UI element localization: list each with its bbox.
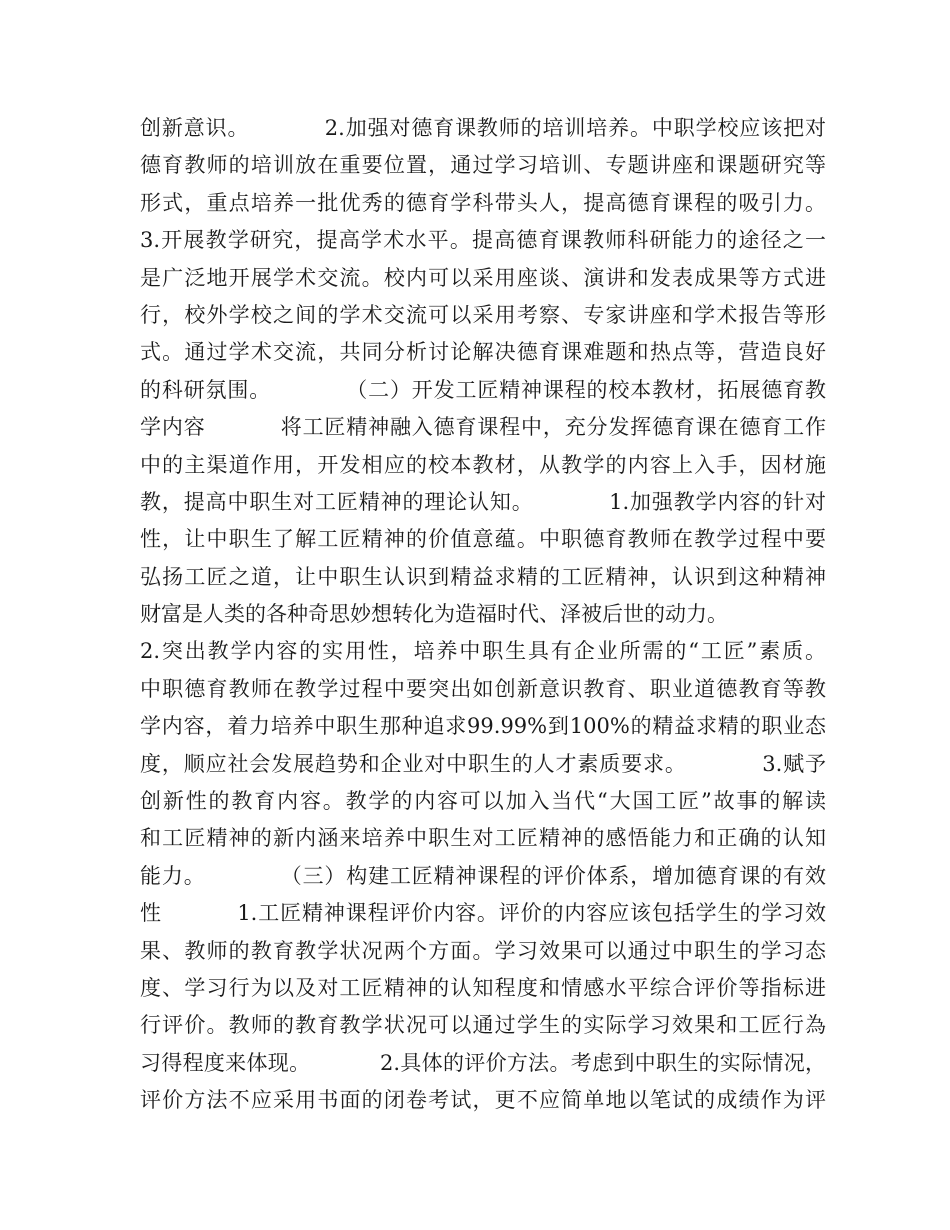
text-line: 的科研氛围。 （二）开发工匠精神课程的校本教材，拓展德育教 xyxy=(140,377,826,402)
text-line: 弘扬工匠之道，让中职生认识到精益求精的工匠精神，认识到这种精神 xyxy=(140,564,826,589)
text-line: 行评价。教师的教育教学状况可以通过学生的实际学习效果和工匠行為 xyxy=(140,1013,826,1038)
text-line: 教，提高中职生对工匠精神的理论认知。 1.加强教学内容的针对 xyxy=(140,489,826,514)
text-line: 创新性的教育内容。教学的内容可以加入当代“大国工匠”故事的解读 xyxy=(140,789,826,814)
text-line: 性 1.工匠精神课程评价内容。评价的内容应该包括学生的学习效 xyxy=(140,901,826,926)
text-line: 度、学习行为以及对工匠精神的认知程度和情感水平综合评价等指标进 xyxy=(140,975,826,1000)
text-line: 中的主渠道作用，开发相应的校本教材，从教学的内容上入手，因材施 xyxy=(140,452,826,477)
text-line: 和工匠精神的新内涵来培养中职生对工匠精神的感悟能力和正确的认知 xyxy=(140,826,826,851)
text-line: 式。通过学术交流，共同分析讨论解决德育课难题和热点等，营造良好 xyxy=(140,340,826,365)
text-line: 评价方法不应采用书面的闭卷考试，更不应简单地以笔试的成绩作为评 xyxy=(140,1088,826,1113)
body-text xyxy=(140,110,826,1120)
text-line: 财富是人类的各种奇思妙想转化为造福时代、泽被后世的动力。 xyxy=(140,602,728,627)
text-line: 学内容，着力培养中职生那种追求99.99%到100%的精益求精的职业态 xyxy=(140,714,826,739)
text-line: 学内容 将工匠精神融入德育课程中，充分发挥德育课在德育工作 xyxy=(140,415,826,440)
text-line: 性，让中职生了解工匠精神的价值意蕴。中职德育教师在教学过程中要 xyxy=(140,527,826,552)
text-line: 形式，重点培养一批优秀的德育学科带头人，提高德育课程的吸引力。 xyxy=(140,190,826,215)
text-line: 德育教师的培训放在重要位置，通过学习培训、专题讲座和课题研究等 xyxy=(140,153,826,178)
text-line: 习得程度来体现。 2.具体的评价方法。考虑到中职生的实际情况， xyxy=(140,1050,826,1075)
text-line: 度，顺应社会发展趋势和企业对中职生的人才素质要求。 3.赋予 xyxy=(140,751,826,776)
text-line: 行，校外学校之间的学术交流可以采用考察、专家讲座和学术报告等形 xyxy=(140,302,826,327)
text-line: 2.突出教学内容的实用性，培养中职生具有企业所需的“工匠”素质。 xyxy=(140,639,826,664)
text-line: 是广泛地开展学术交流。校内可以采用座谈、演讲和发表成果等方式进 xyxy=(140,265,826,290)
text-line: 能力。 （三）构建工匠精神课程的评价体系，增加德育课的有效 xyxy=(140,863,826,888)
text-line: 创新意识。 2.加强对德育课教师的培训培养。中职学校应该把对 xyxy=(140,116,826,140)
text-line: 中职德育教师在教学过程中要突出如创新意识教育、职业道德教育等教 xyxy=(140,676,826,701)
text-line: 3.开展教学研究，提高学术水平。提高德育课教师科研能力的途径之一 xyxy=(140,228,826,253)
text-line: 果、教师的教育教学状况两个方面。学习效果可以通过中职生的学习态 xyxy=(140,938,826,963)
